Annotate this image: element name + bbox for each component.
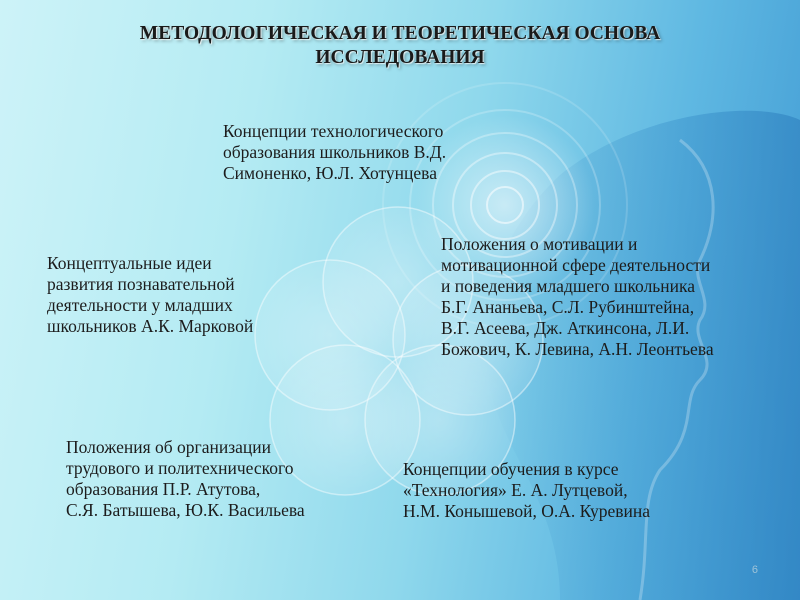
text-line: Н.М. Конышевой, О.А. Куревина bbox=[403, 501, 651, 521]
text-block-labor-education bbox=[66, 437, 305, 521]
text-line: деятельности у младших bbox=[47, 295, 233, 315]
text-line: школьников А.К. Марковой bbox=[47, 316, 254, 336]
text-block-technological-education bbox=[223, 121, 446, 184]
text-line: С.Я. Батышева, Ю.К. Васильева bbox=[66, 500, 305, 520]
text-line: Концептуальные идеи bbox=[47, 253, 212, 273]
slide-title bbox=[40, 22, 760, 70]
text-line: Положения об организации bbox=[66, 437, 271, 457]
text-line: образования школьников В.Д. bbox=[223, 142, 447, 162]
text-line: и поведения младшего школьника bbox=[441, 276, 696, 296]
page-number: 6 bbox=[751, 564, 758, 576]
text-line: развития познавательной bbox=[47, 274, 235, 294]
text-line: образования П.Р. Атутова, bbox=[66, 479, 261, 499]
text-line: Симоненко, Ю.Л. Хотунцева bbox=[223, 163, 437, 183]
slide-title-line: ИССЛЕДОВАНИЯ bbox=[315, 47, 485, 68]
text-line: Б.Г. Ананьева, С.Л. Рубинштейна, bbox=[441, 297, 695, 317]
text-block-cognitive-activity bbox=[47, 253, 253, 337]
text-line: В.Г. Асеева, Дж. Аткинсона, Л.И. bbox=[441, 318, 690, 338]
slide-title-line: МЕТОДОЛОГИЧЕСКАЯ И ТЕОРЕТИЧЕСКАЯ ОСНОВА bbox=[139, 23, 661, 44]
text-line: «Технология» Е. А. Лутцевой, bbox=[403, 480, 628, 500]
text-block-technology-course bbox=[403, 459, 650, 522]
text-line: мотивационной сфере деятельности bbox=[441, 255, 711, 275]
text-line: Концепции технологического bbox=[223, 121, 444, 141]
text-line: трудового и политехнического bbox=[66, 458, 294, 478]
text-line: Божович, К. Левина, А.Н. Леонтьева bbox=[441, 339, 714, 359]
text-line: Концепции обучения в курсе bbox=[403, 459, 619, 479]
text-block-motivation bbox=[441, 234, 714, 360]
text-line: Положения о мотивации и bbox=[441, 234, 638, 254]
